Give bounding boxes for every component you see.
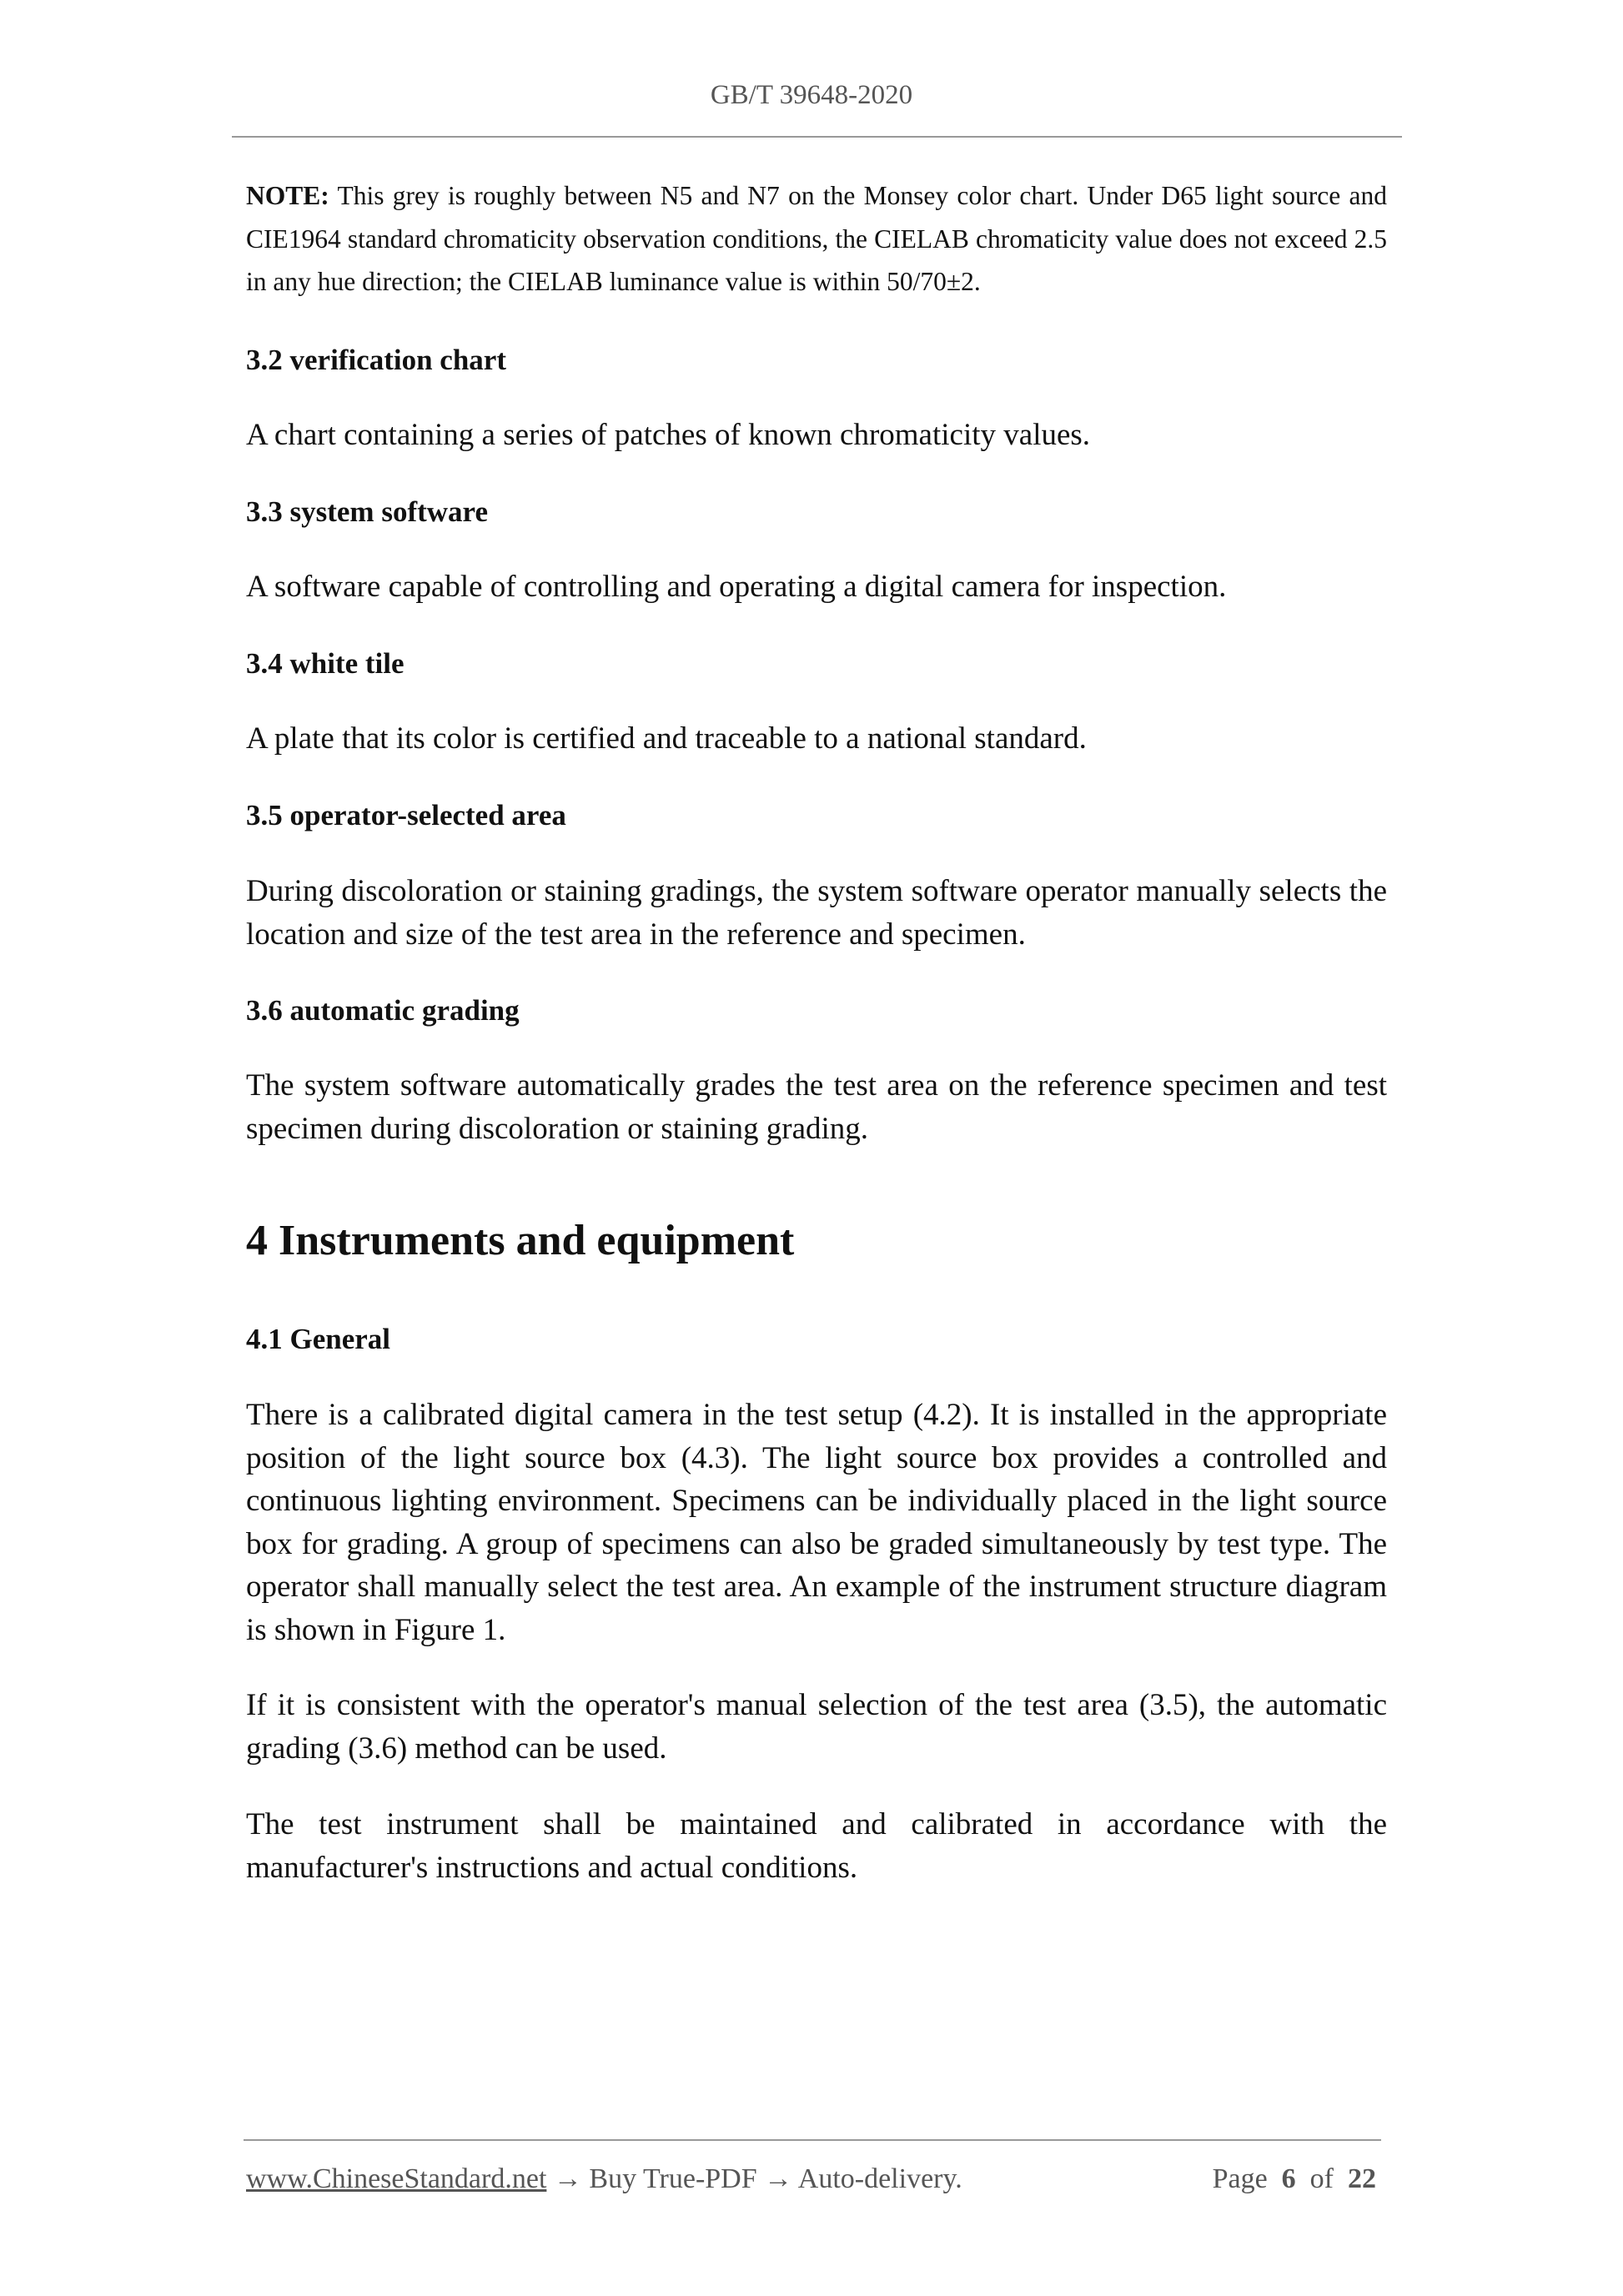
footer-divider [244, 2139, 1381, 2141]
website-link[interactable]: www.ChineseStandard.net [246, 2163, 547, 2194]
section-heading-3-2: 3.2 verification chart [246, 344, 506, 376]
page-label: Page [1212, 2163, 1268, 2194]
section-text-3-6: The system software automatically grades the test area on the reference specimen and test specimen during discoloration or staining grading. [246, 1068, 1387, 1146]
delivery-text: Auto-delivery. [797, 2163, 962, 2194]
paragraph-4-1-c: The test instrument shall be maintained and calibrated in accordance with the manufacturer's instructions and actual conditions. [246, 1807, 1387, 1885]
section-heading-3-4: 3.4 white tile [246, 647, 404, 680]
section-heading-3-5: 3.5 operator-selected area [246, 799, 566, 831]
section-heading-3-3: 3.3 system software [246, 495, 488, 528]
paragraph-4-1-a: There is a calibrated digital camera in the test setup (4.2). It is installed in the appropriate position of the light source box (4.3). The light source box provides a controlled and continuous lighting environment. Specimens can be individually placed in the light source box for grading. A group of specimens can also be graded simultaneously by test type. The operator shall manually select the test area. An example of the instrument structure diagram is shown in Figure 1. [246, 1398, 1387, 1647]
page-number [1213, 2163, 1376, 2195]
current-page: 6 [1281, 2163, 1296, 2194]
section-text-3-5: During discoloration or staining gradings, the system software operator manually selects the location and size of the test area in the reference and specimen. [246, 874, 1387, 952]
document-id-header: GB/T 39648-2020 [710, 80, 913, 110]
note-label: NOTE: [246, 181, 329, 210]
section-heading-4-1: 4.1 General [246, 1323, 391, 1355]
arrow-icon: → [756, 2163, 798, 2194]
arrow-icon: → [546, 2163, 590, 2194]
note-text: This grey is roughly between N5 and N7 on the Monsey color chart. Under D65 light source and CIE1964 standard chromaticity observation conditions, the CIELAB chromaticity value does not exceed 2.5 in any hue direction; the CIELAB luminance value is within 50/70±2. [246, 181, 1387, 296]
note-paragraph [246, 174, 1387, 304]
page-footer [246, 2163, 1376, 2195]
section-text-3-2: A chart containing a series of patches of known chromaticity values. [246, 418, 1091, 452]
section-text-3-3: A software capable of controlling and operating a digital camera for inspection. [246, 570, 1227, 604]
paragraph-4-1-b: If it is consistent with the operator's manual selection of the test area (3.5), the automatic grading (3.6) method can be used. [246, 1688, 1387, 1766]
section-heading-3-6: 3.6 automatic grading [246, 994, 520, 1027]
total-pages: 22 [1348, 2163, 1376, 2194]
chapter-heading-4: 4 Instruments and equipment [246, 1217, 795, 1264]
section-text-3-4: A plate that its color is certified and traceable to a national standard. [246, 721, 1087, 756]
buy-text: Buy True-PDF [589, 2163, 757, 2194]
of-label: of [1309, 2163, 1334, 2194]
header-divider [232, 136, 1402, 138]
footer-promo [246, 2163, 962, 2195]
